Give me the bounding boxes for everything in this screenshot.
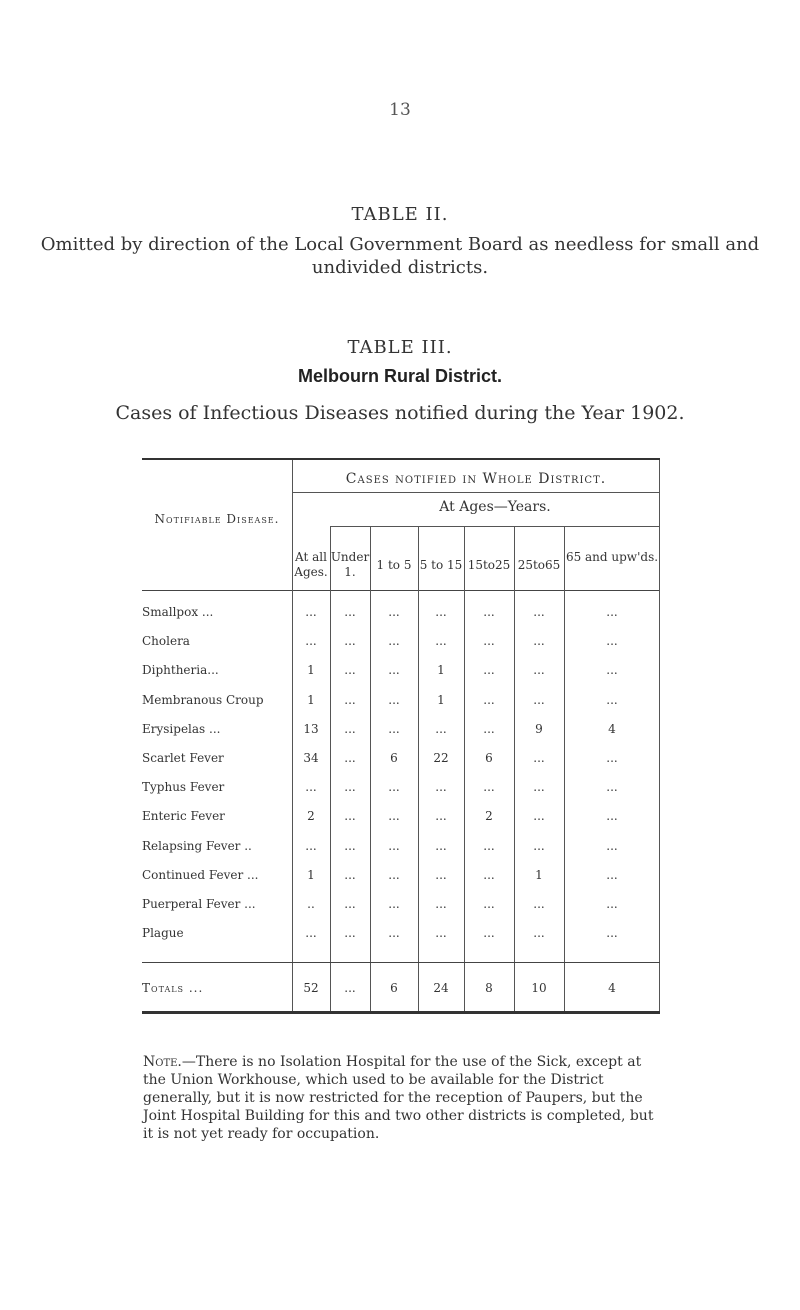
table-cell: ... — [435, 605, 447, 619]
table-cell: ... — [606, 634, 618, 648]
page-number: 13 — [389, 100, 411, 120]
header-col-15-to-25: 15to25 — [467, 558, 511, 572]
header-col-25-to-65: 25to65 — [517, 558, 561, 572]
totals-cell: 4 — [608, 981, 616, 995]
table-cell: ... — [344, 634, 356, 648]
top-rule — [142, 458, 660, 460]
table-cell: ... — [533, 780, 545, 794]
row-label: Typhus Fever — [142, 777, 292, 797]
totals-rule — [142, 962, 660, 963]
table-row — [142, 719, 660, 739]
table-cell: ... — [344, 751, 356, 765]
table-row — [142, 894, 660, 914]
table-row — [142, 923, 660, 943]
header-group-rule — [292, 492, 660, 493]
row-label: Erysipelas ... — [142, 719, 292, 739]
table-row — [142, 748, 660, 768]
table-cell: ... — [606, 751, 618, 765]
table-cell: ... — [305, 605, 317, 619]
table-cell: ... — [344, 605, 356, 619]
table-row — [142, 806, 660, 826]
totals-label: Totals ... — [142, 978, 292, 998]
table-cell: ... — [344, 663, 356, 677]
table-cell: ... — [606, 897, 618, 911]
row-label: Enteric Fever — [142, 806, 292, 826]
table-cell: ... — [606, 809, 618, 823]
table-cell: ... — [483, 868, 495, 882]
totals-row — [142, 978, 660, 998]
footnote — [143, 1053, 660, 1143]
table-cell: 1 — [437, 663, 445, 677]
note-label: Note. — [143, 1054, 182, 1070]
row-label: Continued Fever ... — [142, 865, 292, 885]
table-cell: ... — [483, 839, 495, 853]
table-cell: ... — [606, 839, 618, 853]
table-cell: ... — [388, 722, 400, 736]
table-cell: ... — [483, 722, 495, 736]
table-cell: ... — [435, 897, 447, 911]
header-rule — [142, 590, 660, 591]
table-3-title: TABLE III. — [347, 337, 453, 358]
header-col-5-to-15: 5 to 15 — [419, 558, 463, 572]
table-cell: ... — [388, 663, 400, 677]
table-cell: ... — [533, 693, 545, 707]
table-cell: ... — [606, 780, 618, 794]
row-label: Puerperal Fever ... — [142, 894, 292, 914]
totals-cell: 24 — [433, 981, 449, 995]
table-cell: ... — [388, 634, 400, 648]
table-cell: 1 — [437, 693, 445, 707]
totals-cell: 8 — [485, 981, 493, 995]
totals-cell: 10 — [531, 981, 547, 995]
table-cell: ... — [344, 693, 356, 707]
header-group: Cases notified in Whole District. — [345, 471, 607, 487]
district-name: Melbourn Rural District. — [297, 366, 503, 386]
table-cell: ... — [483, 693, 495, 707]
table-cell: ... — [305, 839, 317, 853]
header-col-under-1: Under 1. — [330, 550, 370, 579]
table-cell: ... — [344, 926, 356, 940]
table-cell: 2 — [307, 809, 315, 823]
table-cell: 34 — [303, 751, 319, 765]
table-cell: ... — [344, 780, 356, 794]
row-label: Membranous Croup — [142, 690, 292, 710]
table-cell: ... — [388, 926, 400, 940]
table-cell: ... — [483, 926, 495, 940]
table-cell: ... — [533, 751, 545, 765]
table-cell: ... — [435, 926, 447, 940]
table-cell: ... — [533, 663, 545, 677]
table-cell: ... — [344, 897, 356, 911]
table-cell: ... — [388, 693, 400, 707]
table-row — [142, 777, 660, 797]
table-cell: ... — [606, 605, 618, 619]
infectious-diseases-table — [142, 458, 660, 1014]
table-cell: 6 — [390, 751, 398, 765]
table-cell: ... — [483, 634, 495, 648]
table-cell: ... — [388, 897, 400, 911]
table-cell: ... — [533, 926, 545, 940]
table-cell: ... — [388, 780, 400, 794]
table-cell: ... — [483, 897, 495, 911]
table-row — [142, 660, 660, 680]
table-cell: ... — [533, 897, 545, 911]
row-label: Plague — [142, 923, 292, 943]
table-cell: ... — [533, 839, 545, 853]
note-text: —There is no Isolation Hospital for the use of the Sick, except at the Union Workhouse, which used to be available for the District generally, but it is now restricted for the reception of Paupers, but the Joint Hospital Building for this and two other districts is completed, but it is not yet ready for occupation. — [143, 1054, 654, 1142]
totals-cell: ... — [344, 981, 356, 995]
header-col-1-to-5: 1 to 5 — [376, 558, 412, 572]
row-label: Scarlet Fever — [142, 748, 292, 768]
row-label: Diphtheria... — [142, 660, 292, 680]
table-cell: ... — [344, 868, 356, 882]
table-2-note: Omitted by direction of the Local Government Board as needless for small and undivided districts. — [40, 234, 760, 278]
table-cell: ... — [305, 634, 317, 648]
table-cell: ... — [435, 839, 447, 853]
table-cell: ... — [305, 780, 317, 794]
table-cell: 2 — [485, 809, 493, 823]
header-col-65-up: 65 and upw'ds. — [565, 550, 659, 564]
table-cell: ... — [435, 634, 447, 648]
totals-cell: 52 — [303, 981, 319, 995]
table-cell: 13 — [303, 722, 319, 736]
table-cell: ... — [435, 722, 447, 736]
table-row — [142, 602, 660, 622]
table-row — [142, 865, 660, 885]
table-cell: ... — [344, 722, 356, 736]
table-cell: ... — [606, 663, 618, 677]
table-cell: 1 — [307, 693, 315, 707]
table-cell: 1 — [535, 868, 543, 882]
table-cell: 4 — [608, 722, 616, 736]
table-caption: Cases of Infectious Diseases notified during the Year 1902. — [115, 402, 685, 424]
table-cell: ... — [388, 868, 400, 882]
table-cell: ... — [388, 809, 400, 823]
table-cell: ... — [533, 634, 545, 648]
table-cell: ... — [606, 868, 618, 882]
table-cell: ... — [483, 605, 495, 619]
bottom-rule — [142, 1011, 660, 1014]
table-cell: .. — [307, 897, 315, 911]
header-col-all-ages: At all Ages. — [294, 550, 328, 579]
row-label: Relapsing Fever .. — [142, 836, 292, 856]
table-cell: 9 — [535, 722, 543, 736]
table-cell: ... — [533, 605, 545, 619]
table-row — [142, 836, 660, 856]
table-cell: ... — [606, 926, 618, 940]
table-cell: ... — [483, 780, 495, 794]
table-row — [142, 690, 660, 710]
header-disease: Notifiable Disease. — [154, 512, 280, 526]
table-row — [142, 631, 660, 651]
table-cell: 22 — [433, 751, 449, 765]
table-cell: ... — [533, 809, 545, 823]
table-cell: ... — [305, 926, 317, 940]
table-cell: ... — [483, 663, 495, 677]
table-cell: 6 — [485, 751, 493, 765]
table-cell: ... — [435, 809, 447, 823]
row-label: Smallpox ... — [142, 602, 292, 622]
table-cell: ... — [435, 868, 447, 882]
table-cell: ... — [606, 693, 618, 707]
header-subgroup-rule — [330, 526, 660, 527]
header-subgroup: At Ages—Years. — [439, 499, 551, 515]
table-2-title: TABLE II. — [351, 204, 449, 225]
table-cell: 1 — [307, 663, 315, 677]
table-cell: ... — [344, 839, 356, 853]
table-cell: ... — [344, 809, 356, 823]
table-cell: ... — [435, 780, 447, 794]
table-cell: 1 — [307, 868, 315, 882]
totals-cell: 6 — [390, 981, 398, 995]
row-label: Cholera — [142, 631, 292, 651]
table-cell: ... — [388, 605, 400, 619]
table-cell: ... — [388, 839, 400, 853]
